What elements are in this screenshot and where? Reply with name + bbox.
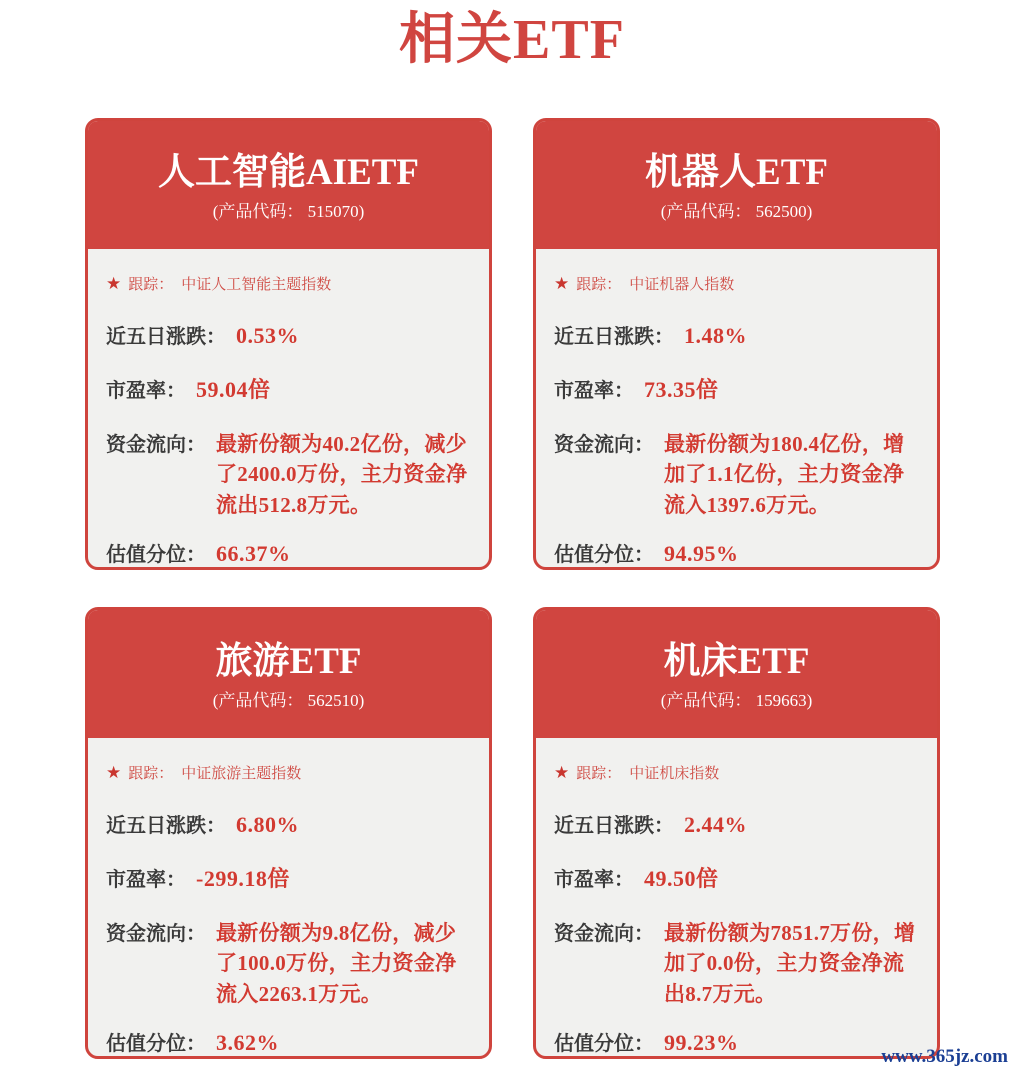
five-day-change-row [554,320,919,349]
valuation-label: 估值分位： [554,544,654,567]
five-day-change-label: 近五日涨跌： [106,326,226,348]
tracking-index: 中证机床指数 [629,765,720,782]
valuation-row [106,1027,471,1056]
star-icon: ★ [106,274,122,293]
tracking-label: 跟踪： [128,276,174,293]
pe-ratio-label: 市盈率： [554,380,634,402]
fund-flow-label: 资金流向： [554,923,654,945]
etf-product-code: (产品代码： 159663) [660,691,813,710]
etf-card-body [88,738,489,1059]
etf-card-header [536,610,937,738]
valuation-row [554,538,919,567]
star-icon: ★ [554,274,570,293]
etf-name: 人工智能AIETF [157,152,420,193]
valuation-label: 估值分位： [554,1033,654,1056]
tracking-row [106,762,471,783]
star-icon: ★ [554,763,570,782]
pe-ratio-row [106,862,471,893]
etf-card-machine-tool [533,607,940,1059]
star-icon: ★ [106,763,122,782]
five-day-change-label: 近五日涨跌： [106,815,226,837]
five-day-change-value: 6.80% [236,812,299,837]
valuation-row [106,538,471,567]
fund-flow-value: 最新份额为40.2亿份，减少了2400.0万份，主力资金净流出512.8万元。 [216,432,468,517]
tracking-index: 中证旅游主题指数 [181,765,302,782]
pe-ratio-label: 市盈率： [106,380,186,402]
fund-flow-row [554,917,919,1009]
site-watermark: www.365jz.com [881,1046,1008,1067]
tracking-row [554,762,919,783]
fund-flow-label: 资金流向： [106,434,206,456]
etf-product-code: (产品代码： 562510) [212,691,365,710]
fund-flow-value: 最新份额为7851.7万份，增加了0.0份，主力资金净流出8.7万元。 [664,921,916,1006]
etf-card-robot [533,118,940,570]
etf-card-body [536,249,937,570]
pe-ratio-value: -299.18倍 [196,866,290,891]
pe-ratio-row [554,373,919,404]
five-day-change-row [106,809,471,838]
pe-ratio-label: 市盈率： [554,869,634,891]
valuation-value: 3.62% [216,1030,279,1056]
pe-ratio-label: 市盈率： [106,869,186,891]
etf-card-header [88,610,489,738]
tracking-label: 跟踪： [576,276,622,293]
pe-ratio-row [106,373,471,404]
etf-card-body [88,249,489,570]
pe-ratio-row [554,862,919,893]
five-day-change-label: 近五日涨跌： [554,326,674,348]
fund-flow-label: 资金流向： [554,434,654,456]
five-day-change-label: 近五日涨跌： [554,815,674,837]
tracking-index: 中证人工智能主题指数 [181,276,332,293]
five-day-change-value: 0.53% [236,323,299,348]
etf-name: 机床ETF [663,641,810,682]
five-day-change-value: 2.44% [684,812,747,837]
five-day-change-value: 1.48% [684,323,747,348]
pe-ratio-value: 73.35倍 [644,377,719,402]
etf-name: 旅游ETF [215,641,362,682]
etf-card-header [536,121,937,249]
etf-card-grid [85,118,940,1059]
valuation-row [554,1027,919,1056]
etf-card-header [88,121,489,249]
etf-name: 机器人ETF [645,152,828,193]
tracking-index: 中证机器人指数 [629,276,735,293]
pe-ratio-value: 59.04倍 [196,377,271,402]
five-day-change-row [106,320,471,349]
tracking-label: 跟踪： [576,765,622,782]
tracking-label: 跟踪： [128,765,174,782]
valuation-value: 99.23% [664,1030,739,1056]
etf-product-code: (产品代码： 562500) [660,202,813,221]
page-title: 相关ETF [399,9,625,71]
fund-flow-value: 最新份额为9.8亿份，减少了100.0万份，主力资金净流入2263.1万元。 [216,921,457,1006]
etf-card-tourism [85,607,492,1059]
fund-flow-value: 最新份额为180.4亿份，增加了1.1亿份，主力资金净流入1397.6万元。 [664,432,905,517]
pe-ratio-value: 49.50倍 [644,866,719,891]
valuation-label: 估值分位： [106,1033,206,1056]
fund-flow-row [106,917,471,1009]
tracking-row [554,273,919,294]
etf-product-code: (产品代码： 515070) [212,202,365,221]
valuation-label: 估值分位： [106,544,206,567]
valuation-value: 94.95% [664,541,739,567]
etf-card-ai [85,118,492,570]
fund-flow-row [106,428,471,520]
five-day-change-row [554,809,919,838]
fund-flow-label: 资金流向： [106,923,206,945]
valuation-value: 66.37% [216,541,291,567]
etf-card-body [536,738,937,1059]
tracking-row [106,273,471,294]
fund-flow-row [554,428,919,520]
